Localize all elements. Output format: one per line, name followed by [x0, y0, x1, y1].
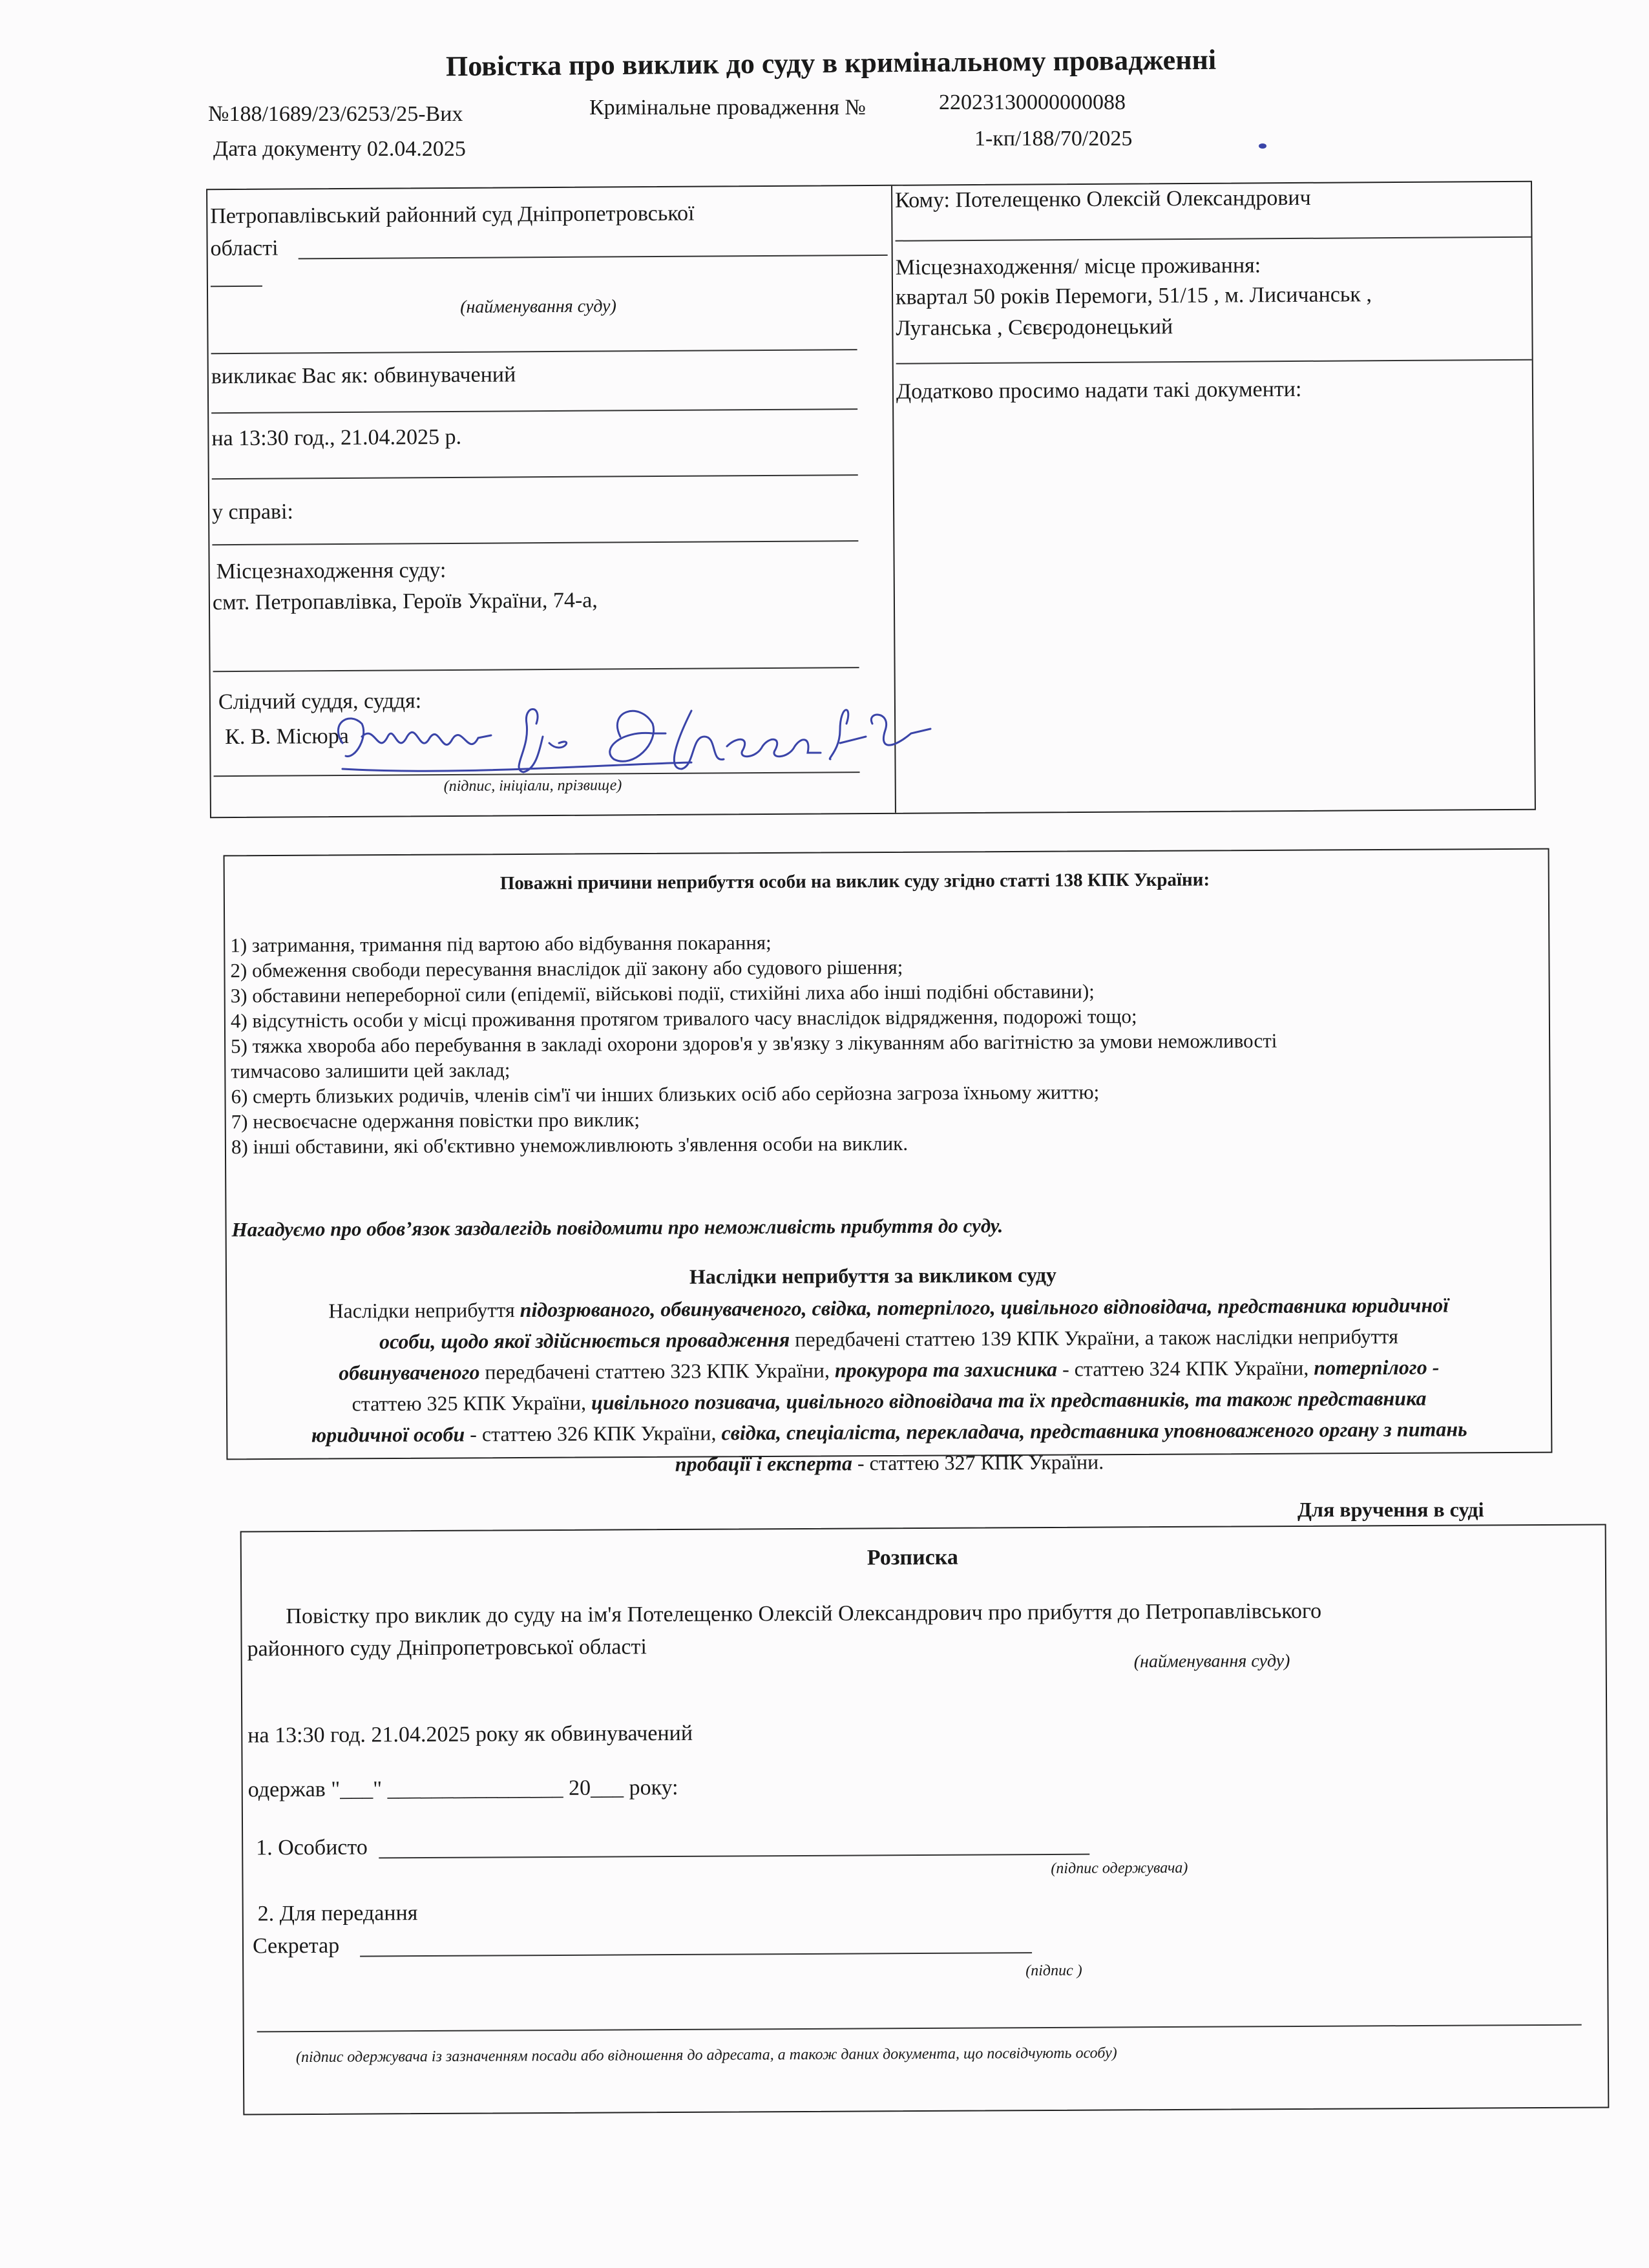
receipt-line1: Повістку про виклик до суду на ім'я Потелещенко Олексій Олександрович про прибуття до Петропавлівського	[286, 1599, 1322, 1629]
divider-4	[212, 540, 858, 545]
hearing-datetime: на 13:30 год., 21.04.2025 р.	[211, 425, 462, 451]
consequences-heading: Наслідки неприбуття за викликом суду	[689, 1263, 1057, 1288]
text-run: свідка, спеціаліста, перекладача, представника уповноваженого органу з питань	[721, 1417, 1467, 1445]
text-run: підозрюваного, обвинуваченого, свідка, потерпілого, цивільного відповідача, представника юридичної	[520, 1293, 1449, 1321]
reason-item: 1) затримання, тримання під вартою або відбування покарання;	[230, 930, 772, 957]
reasons-heading: Поважні причини неприбуття особи на виклик суду згідно статті 138 КПК України:	[499, 869, 1210, 894]
divider-2	[211, 408, 857, 414]
text-run: - статтею 324 КПК України,	[1056, 1356, 1314, 1381]
residence-line1: квартал 50 років Перемоги, 51/15 , м. Лисичанськ ,	[895, 282, 1372, 310]
text-run: статтею 325 КПК України,	[352, 1391, 592, 1416]
reason-item: 4) відсутність особи у місці проживання протягом тривалого часу внаслідок відрядження, подорожі тощо;	[230, 1004, 1137, 1033]
text-run: - статтею 326 КПК України,	[465, 1421, 722, 1446]
court-name-line2: області	[210, 236, 278, 261]
signature-caption: (підпис, ініціали, прізвище)	[443, 777, 622, 795]
reason-item: 8) інші обставини, які об'єктивно унеможливлюють з'явлення особи на виклик.	[231, 1131, 909, 1159]
consequences-text	[233, 1289, 1544, 1482]
text-run: цивільного позивача, цивільного відповідача та їх представників, та також представника	[591, 1386, 1427, 1414]
summoned-as: викликає Вас як: обвинувачений	[211, 362, 516, 389]
judge-signature	[330, 698, 963, 814]
in-case-label: у справі:	[211, 499, 294, 525]
recipient-signature-caption: (підпис одержувача)	[1051, 1859, 1188, 1877]
bottom-signature-line	[257, 2024, 1582, 2033]
text-run: юридичної особи	[311, 1422, 465, 1447]
case-number: 1-кп/188/70/2025	[974, 127, 1133, 151]
text-run: потерпілого -	[1314, 1355, 1440, 1380]
receipt-for-transfer: 2. Для передання	[257, 1901, 418, 1926]
residence-underline	[896, 359, 1532, 364]
text-run: - статтею 327 КПК України.	[852, 1450, 1104, 1475]
receipt-court-caption: (найменування суду)	[1133, 1651, 1290, 1672]
outgoing-number: №188/1689/23/6253/25-Вих	[208, 102, 463, 126]
reason-item: 6) смерть близьких родичів, членів сім'ї чи інших близьких осіб або серйозна загроза їхньому життю;	[231, 1080, 1100, 1108]
ink-dot-icon	[1259, 143, 1266, 149]
court-name-stub	[211, 286, 262, 287]
proceeding-label: Кримінальне провадження №	[589, 96, 866, 120]
text-run: пробації і експерта	[675, 1451, 853, 1476]
documents-label: Додатково просимо надати такі документи:	[896, 377, 1302, 404]
receipt-received-date: одержав "___" ________________ 20___ року:	[247, 1775, 678, 1802]
reasons-box	[224, 848, 1553, 1476]
receipt-line2: районного суду Дніпропетровської області	[247, 1635, 647, 1661]
text-run: прокурора та захисника	[834, 1357, 1058, 1382]
reason-item: тимчасово залишити цей заклад;	[231, 1058, 510, 1083]
secretary-signature-caption: (підпис )	[1025, 1962, 1082, 1980]
reasons-list	[230, 927, 1277, 1159]
document-date: Дата документу 02.04.2025	[213, 137, 466, 161]
for-court-label: Для вручення в суді	[1297, 1498, 1484, 1521]
judge-label: Слідчий суддя, суддя:	[218, 689, 422, 715]
divider-1	[211, 349, 857, 354]
reason-item: 3) обставини непереборної сили (епідемії, військові події, стихійні лиха або інші подібні обставини);	[230, 980, 1095, 1007]
divider-5	[213, 667, 859, 672]
document-title: Повістка про виклик до суду в кримінальному провадженні	[445, 43, 1217, 83]
receipt-secretary: Секретар	[252, 1933, 340, 1958]
proceeding-number: 22023130000000088	[939, 90, 1126, 114]
court-location-label: Місцезнаходження суду:	[216, 558, 446, 584]
reason-item: 7) несвоєчасне одержання повістки про виклик;	[231, 1108, 640, 1133]
court-location-value: смт. Петропавлівка, Героїв України, 74-а,	[212, 588, 598, 615]
text-run: особи, щодо якої здійснюється провадження	[379, 1327, 790, 1354]
reminder-note: Нагадуємо про обов’язок заздалегідь повідомити про неможливість прибуття до суду.	[231, 1214, 1003, 1241]
reason-item: 5) тяжка хвороба або перебування в закладі охорони здоров'я у зв'язку з лікуванням або вагітністю за умови неможливості	[231, 1029, 1277, 1058]
text-run: обвинуваченого	[339, 1360, 480, 1385]
recipient-signature-line	[379, 1854, 1089, 1859]
recipient-underline	[896, 236, 1531, 242]
reason-item: 2) обмеження свободи пересування внаслідок дії закону або судового рішення;	[230, 955, 903, 982]
court-name-caption: (найменування суду)	[460, 296, 616, 317]
residence-label: Місцезнаходження/ місце проживання:	[895, 253, 1261, 280]
receipt-arrival: на 13:30 год. 21.04.2025 року як обвинувачений	[247, 1721, 693, 1748]
bottom-signature-caption: (підпис одержувача із зазначенням посади або відношення до адресата, а також даних документа, що посвідчують особу)	[295, 2044, 1117, 2066]
residence-line2: Луганська , Сєвєродонецький	[896, 315, 1173, 341]
receipt-personally: 1. Особисто	[256, 1835, 368, 1860]
judge-name: К. В. Місюра	[225, 724, 349, 750]
text-run: передбачені статтею 139 КПК України, а також наслідки неприбуття	[790, 1324, 1399, 1351]
receipt-title: Розписка	[867, 1545, 958, 1570]
court-name-underline	[299, 255, 888, 260]
text-run: Наслідки неприбуття	[328, 1297, 520, 1323]
secretary-signature-line	[360, 1952, 1032, 1957]
text-run: передбачені статтею 323 КПК України,	[479, 1358, 835, 1384]
recipient-name: Кому: Потелещенко Олексій Олександрович	[895, 185, 1311, 213]
divider-3	[212, 474, 858, 479]
receipt-box	[240, 1524, 1610, 2115]
court-name-line1: Петропавлівський районний суд Дніпропетровської	[210, 201, 695, 229]
